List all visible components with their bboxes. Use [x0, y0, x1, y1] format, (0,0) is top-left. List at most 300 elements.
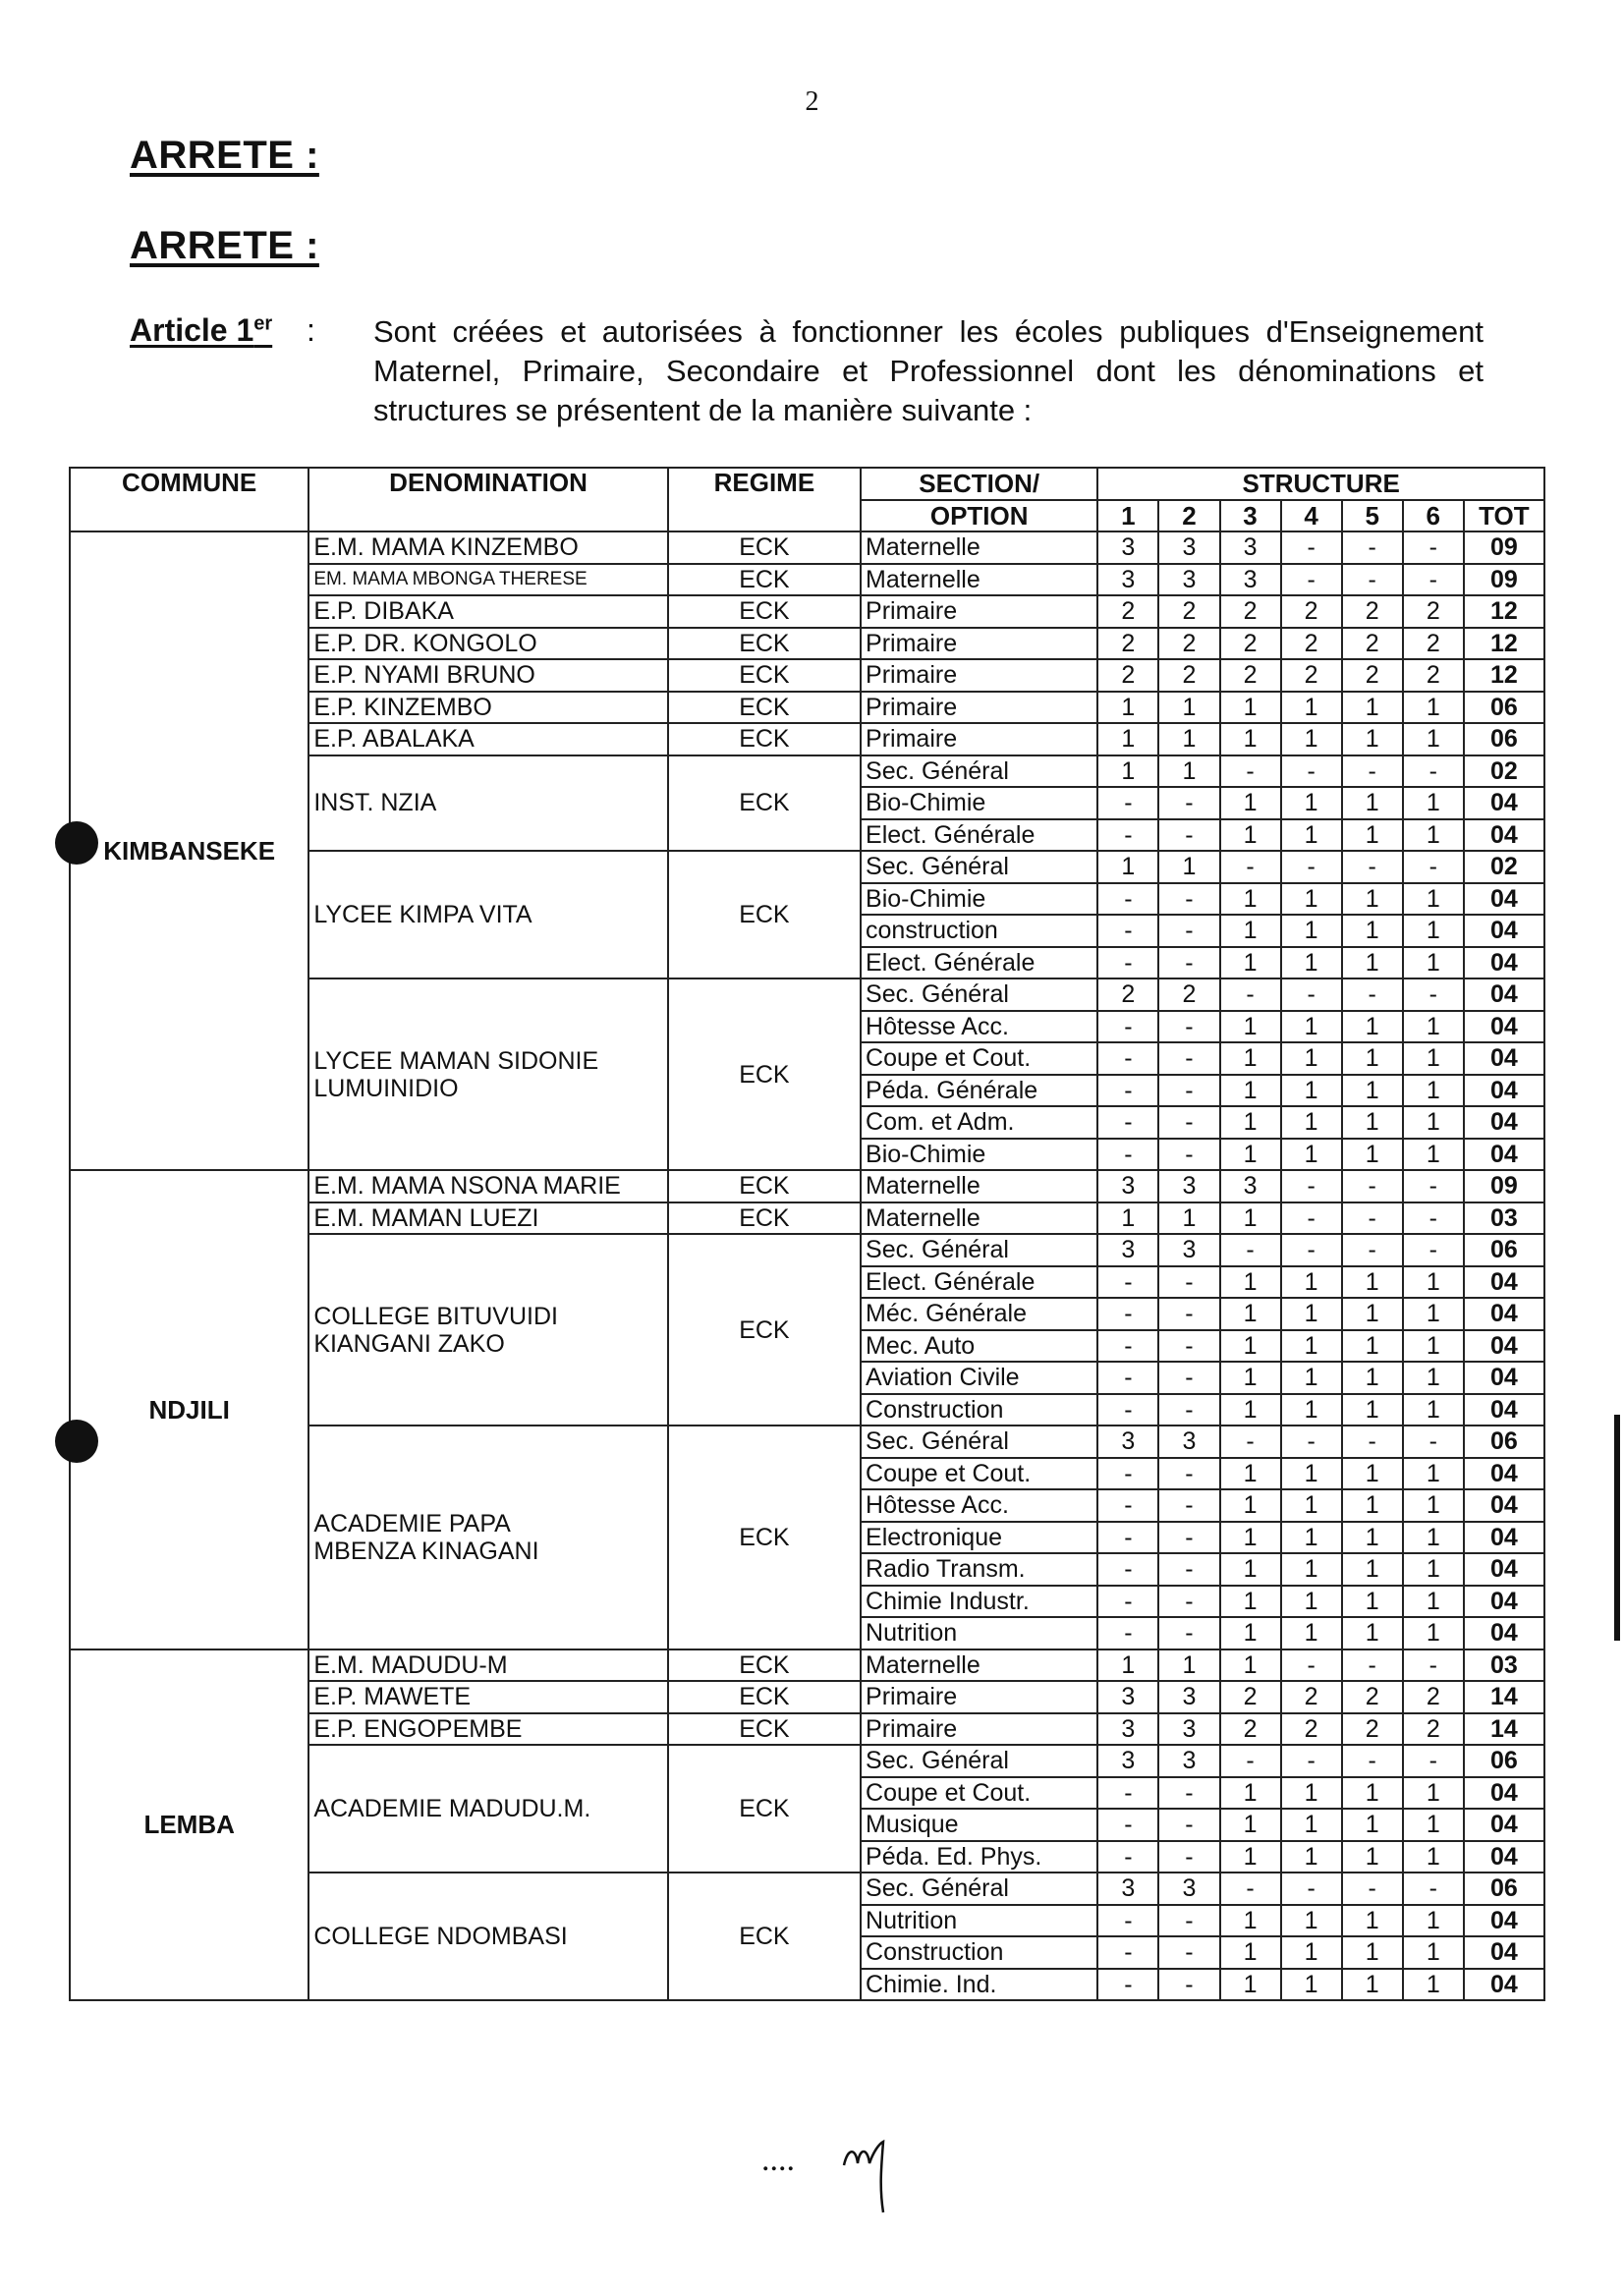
total-cell: 04 — [1464, 1969, 1544, 2001]
school-name-cell — [308, 628, 667, 660]
article-text: Sont créées et autorisées à fonctionner les écoles publiques d'Enseignement Maternel, Primaire, Secondaire et Professionnel dont les dénominations et structures se présentent de la manière suivante : — [373, 314, 1484, 427]
level-3-cell: 1 — [1220, 787, 1281, 819]
school-name-line: LYCEE MAMAN SIDONIE — [313, 1046, 599, 1075]
header-level-2: 2 — [1158, 500, 1219, 532]
section-option-cell: Primaire — [861, 1713, 1097, 1746]
level-4-cell: 1 — [1281, 1489, 1342, 1522]
total-cell: 04 — [1464, 1394, 1544, 1426]
section-option-cell: Nutrition — [861, 1905, 1097, 1937]
school-name-line: E.M. MAMA NSONA MARIE — [313, 1172, 621, 1201]
level-5-cell: 1 — [1342, 883, 1403, 916]
school-name-cell — [308, 1649, 667, 1682]
level-2-cell: - — [1158, 1489, 1219, 1522]
level-2-cell: 3 — [1158, 1873, 1219, 1905]
level-1-cell: 2 — [1097, 659, 1158, 692]
header-denomination: DENOMINATION — [308, 468, 667, 531]
header-tot: TOT — [1464, 500, 1544, 532]
level-3-cell: 1 — [1220, 883, 1281, 916]
level-4-cell: 1 — [1281, 915, 1342, 947]
total-cell: 04 — [1464, 1075, 1544, 1107]
level-4-cell: - — [1281, 851, 1342, 883]
level-2-cell: - — [1158, 915, 1219, 947]
level-5-cell: 2 — [1342, 1713, 1403, 1746]
level-2-cell: - — [1158, 1330, 1219, 1363]
section-option-cell: Maternelle — [861, 564, 1097, 596]
level-6-cell: 1 — [1403, 819, 1464, 852]
total-cell: 04 — [1464, 883, 1544, 916]
level-1-cell: - — [1097, 1936, 1158, 1969]
section-option-cell: Chimie. Ind. — [861, 1969, 1097, 2001]
level-4-cell: 1 — [1281, 1011, 1342, 1043]
table-row — [70, 531, 1544, 564]
total-cell: 12 — [1464, 659, 1544, 692]
level-2-cell: 1 — [1158, 851, 1219, 883]
level-2-cell: 1 — [1158, 1649, 1219, 1682]
header-commune: COMMUNE — [70, 468, 308, 531]
level-6-cell: 1 — [1403, 1936, 1464, 1969]
header-level-1: 1 — [1097, 500, 1158, 532]
level-2-cell: 3 — [1158, 1713, 1219, 1746]
level-3-cell: - — [1220, 1745, 1281, 1777]
level-4-cell: - — [1281, 564, 1342, 596]
level-2-cell: - — [1158, 1394, 1219, 1426]
total-cell: 12 — [1464, 595, 1544, 628]
level-6-cell: - — [1403, 1873, 1464, 1905]
level-1-cell: - — [1097, 1841, 1158, 1873]
level-2-cell: - — [1158, 947, 1219, 979]
total-cell: 09 — [1464, 531, 1544, 564]
level-6-cell: 1 — [1403, 1841, 1464, 1873]
school-name-cell — [308, 723, 667, 755]
level-2-cell: 2 — [1158, 595, 1219, 628]
school-name-cell — [308, 1426, 667, 1649]
level-4-cell: 1 — [1281, 1458, 1342, 1490]
school-name-cell — [308, 1745, 667, 1873]
total-cell: 02 — [1464, 851, 1544, 883]
regime-cell: ECK — [668, 1681, 861, 1713]
level-3-cell: 3 — [1220, 1170, 1281, 1202]
level-3-cell: 1 — [1220, 1266, 1281, 1299]
total-cell: 04 — [1464, 1362, 1544, 1394]
school-name-cell — [308, 1234, 667, 1426]
level-2-cell: - — [1158, 1969, 1219, 2001]
level-3-cell: 1 — [1220, 692, 1281, 724]
level-1-cell: - — [1097, 1106, 1158, 1139]
level-2-cell: 3 — [1158, 564, 1219, 596]
section-option-cell: Maternelle — [861, 531, 1097, 564]
school-name-cell — [308, 1681, 667, 1713]
level-1-cell: - — [1097, 1969, 1158, 2001]
total-cell: 02 — [1464, 755, 1544, 788]
level-1-cell: 3 — [1097, 1681, 1158, 1713]
total-cell: 04 — [1464, 1330, 1544, 1363]
section-option-cell: Aviation Civile — [861, 1362, 1097, 1394]
school-name-line: E.P. DIBAKA — [313, 597, 454, 626]
heading-arrete-1: ARRETE : — [130, 134, 319, 177]
total-cell: 06 — [1464, 1873, 1544, 1905]
level-3-cell: 3 — [1220, 531, 1281, 564]
level-5-cell: - — [1342, 1234, 1403, 1266]
margin-bullet — [55, 821, 98, 865]
total-cell: 04 — [1464, 915, 1544, 947]
school-name-line: LYCEE KIMPA VITA — [313, 901, 532, 928]
school-name-line: E.P. DR. KONGOLO — [313, 629, 537, 657]
level-1-cell: - — [1097, 1298, 1158, 1330]
level-5-cell: 1 — [1342, 1042, 1403, 1075]
total-cell: 04 — [1464, 978, 1544, 1011]
level-3-cell: 1 — [1220, 1075, 1281, 1107]
level-4-cell: 1 — [1281, 1936, 1342, 1969]
level-4-cell: - — [1281, 1234, 1342, 1266]
section-option-cell: Hôtesse Acc. — [861, 1011, 1097, 1043]
level-3-cell: 1 — [1220, 1553, 1281, 1586]
level-5-cell: 1 — [1342, 1075, 1403, 1107]
total-cell: 12 — [1464, 628, 1544, 660]
table-header — [70, 468, 1544, 531]
level-5-cell: 1 — [1342, 1841, 1403, 1873]
level-5-cell: - — [1342, 1202, 1403, 1235]
level-2-cell: 3 — [1158, 1426, 1219, 1458]
level-3-cell: 2 — [1220, 595, 1281, 628]
level-5-cell: 1 — [1342, 819, 1403, 852]
level-1-cell: 1 — [1097, 1649, 1158, 1682]
level-6-cell: 1 — [1403, 1362, 1464, 1394]
level-3-cell: 1 — [1220, 1617, 1281, 1649]
level-3-cell: 1 — [1220, 1905, 1281, 1937]
level-2-cell: - — [1158, 1553, 1219, 1586]
level-2-cell: - — [1158, 1266, 1219, 1299]
level-5-cell: 1 — [1342, 1809, 1403, 1841]
level-4-cell: 2 — [1281, 1713, 1342, 1746]
level-1-cell: 3 — [1097, 1745, 1158, 1777]
total-cell: 04 — [1464, 1905, 1544, 1937]
level-6-cell: 1 — [1403, 723, 1464, 755]
level-5-cell: 1 — [1342, 1362, 1403, 1394]
level-4-cell: 2 — [1281, 659, 1342, 692]
level-2-cell: 2 — [1158, 978, 1219, 1011]
header-structure: STRUCTURE — [1097, 468, 1544, 500]
level-6-cell: - — [1403, 1202, 1464, 1235]
level-1-cell: 3 — [1097, 1234, 1158, 1266]
header-level-3: 3 — [1220, 500, 1281, 532]
regime-cell: ECK — [668, 1202, 861, 1235]
level-4-cell: 1 — [1281, 819, 1342, 852]
section-option-cell: Maternelle — [861, 1170, 1097, 1202]
section-option-cell: Hôtesse Acc. — [861, 1489, 1097, 1522]
level-2-cell: - — [1158, 1777, 1219, 1810]
level-1-cell: 1 — [1097, 755, 1158, 788]
section-option-cell: Construction — [861, 1936, 1097, 1969]
signature-initial — [840, 2138, 899, 2216]
section-option-cell: Sec. Général — [861, 1426, 1097, 1458]
level-4-cell: 1 — [1281, 947, 1342, 979]
level-1-cell: - — [1097, 883, 1158, 916]
header-regime: REGIME — [668, 468, 861, 531]
level-2-cell: - — [1158, 1298, 1219, 1330]
level-6-cell: 1 — [1403, 787, 1464, 819]
regime-cell: ECK — [668, 692, 861, 724]
header-level-4: 4 — [1281, 500, 1342, 532]
level-3-cell: - — [1220, 755, 1281, 788]
level-5-cell: 1 — [1342, 1553, 1403, 1586]
section-option-cell: Péda. Générale — [861, 1075, 1097, 1107]
level-2-cell: 3 — [1158, 1234, 1219, 1266]
regime-cell: ECK — [668, 723, 861, 755]
level-3-cell: 1 — [1220, 1106, 1281, 1139]
school-name-line: INST. NZIA — [313, 789, 437, 817]
regime-cell: ECK — [668, 1234, 861, 1426]
total-cell: 04 — [1464, 1553, 1544, 1586]
school-name-cell — [308, 978, 667, 1170]
school-name-line: E.P. ABALAKA — [313, 725, 475, 754]
header-level-5: 5 — [1342, 500, 1403, 532]
signature-dots: .... — [761, 2142, 795, 2178]
level-5-cell: - — [1342, 851, 1403, 883]
level-3-cell: 1 — [1220, 1042, 1281, 1075]
level-1-cell: - — [1097, 1362, 1158, 1394]
total-cell: 04 — [1464, 1777, 1544, 1810]
level-1-cell: - — [1097, 819, 1158, 852]
section-option-cell: Maternelle — [861, 1649, 1097, 1682]
level-6-cell: 1 — [1403, 1298, 1464, 1330]
section-option-cell: Bio-Chimie — [861, 1139, 1097, 1171]
level-2-cell: - — [1158, 1042, 1219, 1075]
school-name-line: COLLEGE NDOMBASI — [313, 1923, 568, 1950]
level-3-cell: 1 — [1220, 1586, 1281, 1618]
regime-cell: ECK — [668, 659, 861, 692]
level-3-cell: 2 — [1220, 1713, 1281, 1746]
regime-cell: ECK — [668, 1426, 861, 1649]
level-1-cell: - — [1097, 1075, 1158, 1107]
total-cell: 14 — [1464, 1681, 1544, 1713]
total-cell: 04 — [1464, 1458, 1544, 1490]
level-4-cell: - — [1281, 1426, 1342, 1458]
level-6-cell: 1 — [1403, 1394, 1464, 1426]
commune-cell: LEMBA — [70, 1649, 308, 2001]
level-6-cell: 1 — [1403, 692, 1464, 724]
total-cell: 04 — [1464, 1011, 1544, 1043]
scan-edge-mark — [1614, 1415, 1620, 1641]
section-option-cell: Radio Transm. — [861, 1553, 1097, 1586]
school-name-line: MBENZA KINAGANI — [313, 1537, 539, 1565]
level-5-cell: 1 — [1342, 1905, 1403, 1937]
level-3-cell: 1 — [1220, 1489, 1281, 1522]
section-option-cell: Primaire — [861, 692, 1097, 724]
level-1-cell: - — [1097, 1617, 1158, 1649]
level-2-cell: - — [1158, 1458, 1219, 1490]
article-colon: : — [307, 312, 315, 348]
school-name-line: ACADEMIE MADUDU.M. — [313, 1795, 591, 1822]
school-name-line: KIANGANI ZAKO — [313, 1329, 505, 1358]
level-2-cell: - — [1158, 1586, 1219, 1618]
level-6-cell: 1 — [1403, 1969, 1464, 2001]
level-4-cell: 1 — [1281, 1298, 1342, 1330]
section-option-cell: Sec. Général — [861, 755, 1097, 788]
total-cell: 04 — [1464, 819, 1544, 852]
level-6-cell: 1 — [1403, 1458, 1464, 1490]
level-1-cell: - — [1097, 1553, 1158, 1586]
level-5-cell: - — [1342, 1649, 1403, 1682]
level-5-cell: 1 — [1342, 1106, 1403, 1139]
level-2-cell: 3 — [1158, 1681, 1219, 1713]
level-4-cell: 2 — [1281, 1681, 1342, 1713]
level-5-cell: 1 — [1342, 1586, 1403, 1618]
table-row — [70, 1170, 1544, 1202]
level-6-cell: 1 — [1403, 915, 1464, 947]
section-option-cell: Electronique — [861, 1522, 1097, 1554]
level-3-cell: 1 — [1220, 723, 1281, 755]
level-2-cell: 2 — [1158, 659, 1219, 692]
level-5-cell: 2 — [1342, 1681, 1403, 1713]
regime-cell: ECK — [668, 755, 861, 852]
total-cell: 06 — [1464, 1234, 1544, 1266]
level-3-cell: - — [1220, 978, 1281, 1011]
level-4-cell: 1 — [1281, 1586, 1342, 1618]
commune-cell: KIMBANSEKE — [70, 531, 308, 1170]
total-cell: 04 — [1464, 1298, 1544, 1330]
total-cell: 04 — [1464, 1936, 1544, 1969]
level-1-cell: 3 — [1097, 564, 1158, 596]
level-3-cell: 1 — [1220, 1362, 1281, 1394]
level-6-cell: 2 — [1403, 1713, 1464, 1746]
section-option-cell: Coupe et Cout. — [861, 1042, 1097, 1075]
level-6-cell: - — [1403, 1745, 1464, 1777]
level-5-cell: 1 — [1342, 1617, 1403, 1649]
total-cell: 04 — [1464, 947, 1544, 979]
level-6-cell: 1 — [1403, 1553, 1464, 1586]
school-name-cell — [308, 595, 667, 628]
level-3-cell: 1 — [1220, 1298, 1281, 1330]
level-2-cell: 1 — [1158, 755, 1219, 788]
level-1-cell: 3 — [1097, 531, 1158, 564]
level-5-cell: 1 — [1342, 1394, 1403, 1426]
header-level-6: 6 — [1403, 500, 1464, 532]
level-1-cell: - — [1097, 1042, 1158, 1075]
level-1-cell: 3 — [1097, 1170, 1158, 1202]
level-4-cell: 1 — [1281, 787, 1342, 819]
level-3-cell: - — [1220, 1873, 1281, 1905]
level-2-cell: - — [1158, 787, 1219, 819]
school-name-line: LUMUINIDIO — [313, 1074, 459, 1102]
level-2-cell: - — [1158, 1617, 1219, 1649]
level-1-cell: 2 — [1097, 628, 1158, 660]
level-1-cell: 1 — [1097, 692, 1158, 724]
level-6-cell: 2 — [1403, 595, 1464, 628]
section-option-cell: Elect. Générale — [861, 947, 1097, 979]
level-3-cell: 1 — [1220, 819, 1281, 852]
level-2-cell: - — [1158, 1139, 1219, 1171]
level-4-cell: 1 — [1281, 1139, 1342, 1171]
regime-cell: ECK — [668, 1873, 861, 2000]
level-5-cell: 1 — [1342, 1266, 1403, 1299]
article-label-superscript: er — [253, 312, 273, 335]
level-4-cell: - — [1281, 1873, 1342, 1905]
section-option-cell: Chimie Industr. — [861, 1586, 1097, 1618]
regime-cell: ECK — [668, 1745, 861, 1873]
level-5-cell: 1 — [1342, 1298, 1403, 1330]
level-3-cell: 1 — [1220, 1969, 1281, 2001]
page-number: 2 — [805, 86, 819, 117]
total-cell: 04 — [1464, 1106, 1544, 1139]
section-option-cell: Bio-Chimie — [861, 883, 1097, 916]
level-6-cell: 1 — [1403, 883, 1464, 916]
school-name-line: EM. MAMA MBONGA THERESE — [313, 568, 588, 589]
level-4-cell: - — [1281, 1745, 1342, 1777]
level-6-cell: 2 — [1403, 659, 1464, 692]
total-cell: 04 — [1464, 1841, 1544, 1873]
level-6-cell: - — [1403, 1234, 1464, 1266]
level-5-cell: 1 — [1342, 1489, 1403, 1522]
school-name-line: E.M. MADUDU-M — [313, 1650, 508, 1679]
level-6-cell: - — [1403, 978, 1464, 1011]
level-1-cell: - — [1097, 1905, 1158, 1937]
table-body — [70, 531, 1544, 2000]
level-5-cell: 1 — [1342, 1777, 1403, 1810]
level-4-cell: 1 — [1281, 1394, 1342, 1426]
level-5-cell: - — [1342, 564, 1403, 596]
level-2-cell: 1 — [1158, 692, 1219, 724]
total-cell: 04 — [1464, 1617, 1544, 1649]
total-cell: 04 — [1464, 1522, 1544, 1554]
level-2-cell: - — [1158, 1362, 1219, 1394]
level-2-cell: 1 — [1158, 723, 1219, 755]
level-5-cell: 2 — [1342, 659, 1403, 692]
level-1-cell: - — [1097, 787, 1158, 819]
level-1-cell: 1 — [1097, 723, 1158, 755]
level-1-cell: - — [1097, 1458, 1158, 1490]
section-option-cell: Elect. Générale — [861, 819, 1097, 852]
level-2-cell: - — [1158, 1905, 1219, 1937]
section-option-cell: Coupe et Cout. — [861, 1777, 1097, 1810]
section-option-cell: construction — [861, 915, 1097, 947]
school-name-cell — [308, 692, 667, 724]
level-1-cell: 3 — [1097, 1426, 1158, 1458]
regime-cell: ECK — [668, 531, 861, 564]
total-cell: 04 — [1464, 1139, 1544, 1171]
level-4-cell: - — [1281, 1649, 1342, 1682]
heading-arrete-2: ARRETE : — [130, 224, 319, 267]
level-3-cell: - — [1220, 1234, 1281, 1266]
article-label — [130, 312, 272, 349]
level-6-cell: 2 — [1403, 628, 1464, 660]
level-3-cell: 1 — [1220, 1777, 1281, 1810]
total-cell: 03 — [1464, 1649, 1544, 1682]
section-option-cell: Maternelle — [861, 1202, 1097, 1235]
section-option-cell: Primaire — [861, 628, 1097, 660]
level-3-cell: 1 — [1220, 1649, 1281, 1682]
level-3-cell: 1 — [1220, 915, 1281, 947]
level-4-cell: - — [1281, 531, 1342, 564]
level-4-cell: 1 — [1281, 1330, 1342, 1363]
level-1-cell: - — [1097, 1586, 1158, 1618]
level-1-cell: 3 — [1097, 1873, 1158, 1905]
school-name-cell — [308, 755, 667, 852]
level-4-cell: 1 — [1281, 692, 1342, 724]
section-option-cell: Sec. Général — [861, 1873, 1097, 1905]
level-6-cell: 1 — [1403, 1011, 1464, 1043]
level-6-cell: 1 — [1403, 1522, 1464, 1554]
level-4-cell: 1 — [1281, 1617, 1342, 1649]
school-name-cell — [308, 564, 667, 596]
level-1-cell: - — [1097, 1139, 1158, 1171]
level-6-cell: 1 — [1403, 1905, 1464, 1937]
total-cell: 03 — [1464, 1202, 1544, 1235]
section-option-cell: Primaire — [861, 595, 1097, 628]
level-4-cell: 1 — [1281, 1522, 1342, 1554]
level-5-cell: 2 — [1342, 628, 1403, 660]
header-section: SECTION/ — [861, 468, 1097, 500]
level-2-cell: - — [1158, 819, 1219, 852]
